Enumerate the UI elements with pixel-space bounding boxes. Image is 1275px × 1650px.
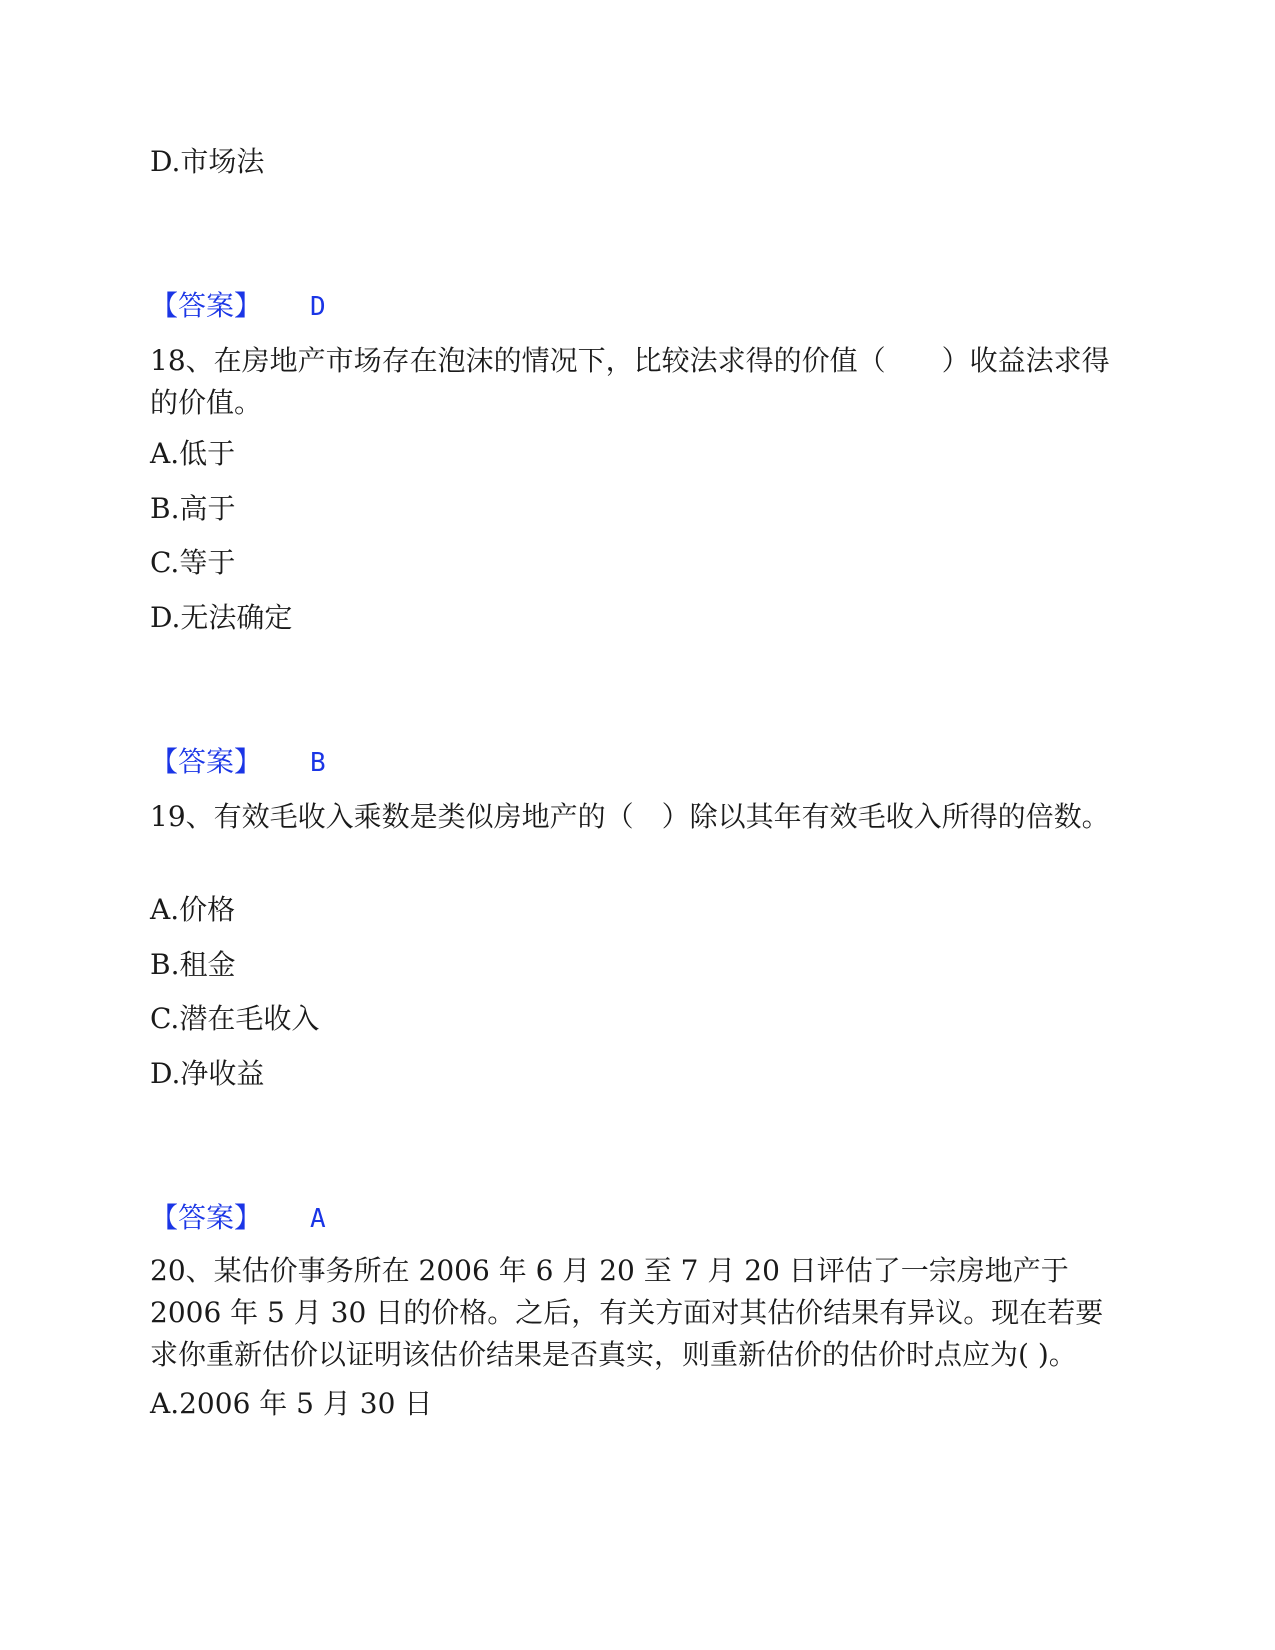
q18-option-d: D.无法确定 [150, 601, 293, 634]
answer-value: B [310, 748, 326, 778]
q20-option-a: A.2006 年 5 月 30 日 [150, 1387, 433, 1420]
q19-option-c: C.潜在毛收入 [150, 1002, 320, 1035]
q17-answer [150, 286, 326, 327]
q18-option-b: B.高于 [150, 492, 236, 525]
q19-option-b: B.租金 [150, 948, 236, 981]
q18-stem: 18、在房地产市场存在泡沫的情况下，比较法求得的价值（ ）收益法求得的价值。 [150, 344, 1110, 419]
q18-option-c: C.等于 [150, 546, 236, 579]
q19-stem: 19、有效毛收入乘数是类似房地产的（ ）除以其年有效毛收入所得的倍数。 [150, 800, 1110, 833]
answer-label: 【答案】 [150, 745, 263, 778]
q19-option-d: D.净收益 [150, 1057, 265, 1090]
answer-value: D [310, 292, 326, 322]
q20-stem: 20、某估价事务所在 2006 年 6 月 20 至 7 月 20 日评估了一宗房地产于 2006 年 5 月 30 日的价格。之后，有关方面对其估价结果有异议。现在若要求你重新估价以证明该估价结果是否真实，则重新估价的估价时点应为( )。 [150, 1254, 1104, 1371]
q18-answer [150, 742, 326, 783]
q18-option-a: A.低于 [150, 437, 236, 470]
answer-value: A [310, 1204, 326, 1234]
q19-answer [150, 1198, 326, 1239]
answer-label: 【答案】 [150, 289, 263, 322]
answer-label: 【答案】 [150, 1201, 263, 1234]
q17-option-d: D.市场法 [150, 145, 265, 178]
q19-option-a: A.价格 [150, 893, 236, 926]
